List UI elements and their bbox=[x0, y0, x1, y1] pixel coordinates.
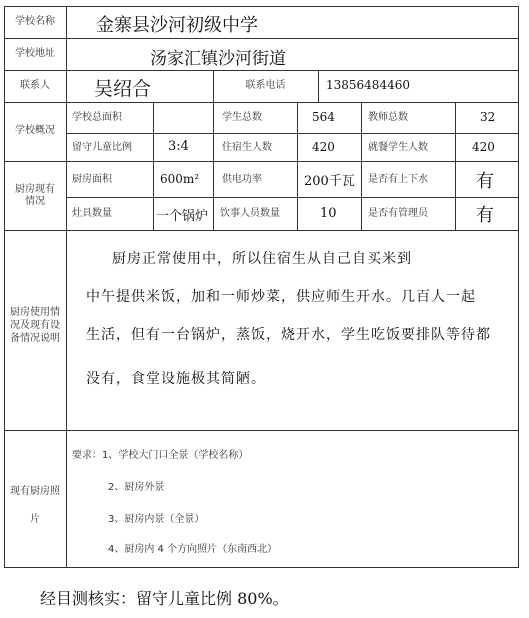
col-line bbox=[318, 70, 319, 102]
meal-students-label: 就餐学生人数 bbox=[368, 142, 428, 153]
col-line bbox=[213, 70, 214, 230]
water-label: 是否有上下水 bbox=[368, 174, 428, 185]
col-line bbox=[361, 102, 362, 230]
kitchen-label: 厨房现有情况 bbox=[15, 184, 55, 207]
usage-line-4: 没有，食堂设施极其简陋。 bbox=[86, 371, 266, 387]
teachers-label: 教师总数 bbox=[368, 112, 408, 123]
col-line bbox=[153, 102, 154, 230]
water-value: 有 bbox=[476, 171, 494, 192]
usage-line-2: 中午提供米饭，加和一师炒菜，供应师生开水。几百人一起 bbox=[86, 289, 476, 305]
photos-label: 现有厨房照片 bbox=[10, 486, 60, 525]
boarders-value: 420 bbox=[312, 140, 335, 154]
school-address-label: 学校地址 bbox=[15, 48, 55, 59]
verification-note: 经目测核实：留守儿童比例 80%。 bbox=[40, 589, 289, 608]
capacity-label: 饮事人员数量 bbox=[220, 208, 280, 219]
power-value: 200千瓦 bbox=[304, 174, 355, 189]
col-line bbox=[297, 102, 298, 230]
photo-requirement-4: 4、厨房内 4 个方向照片（东南西北） bbox=[108, 544, 278, 555]
capacity-value: 10 bbox=[320, 206, 337, 221]
school-address-value: 汤家汇镇沙河街道 bbox=[150, 49, 286, 69]
meal-students-value: 420 bbox=[472, 140, 495, 154]
row-line bbox=[4, 102, 519, 103]
students-value: 564 bbox=[312, 110, 335, 124]
row-line bbox=[4, 161, 519, 162]
col-line bbox=[66, 6, 67, 567]
kitchen-area-value: 600m² bbox=[160, 172, 200, 186]
photo-requirement-3: 3、厨房内景（全景） bbox=[108, 514, 205, 525]
equipment-value: 一个锅炉 bbox=[156, 209, 209, 224]
row-line bbox=[4, 6, 519, 7]
school-name-value: 金寨县沙河初级中学 bbox=[96, 15, 258, 36]
photo-requirement-1: 要求：1、学校大门口全景（学校名称） bbox=[72, 450, 249, 461]
photo-requirement-2: 2、厨房外景 bbox=[108, 482, 165, 493]
col-line bbox=[518, 6, 519, 567]
phone-value: 13856484460 bbox=[326, 78, 410, 92]
row-line bbox=[4, 70, 519, 71]
usage-line-1: 厨房正常使用中，所以住宿生从自己自买米到 bbox=[112, 251, 412, 267]
contact-name: 吴绍合 bbox=[94, 78, 152, 100]
area-total-label: 学校总面积 bbox=[72, 112, 122, 123]
manager-label: 是否有管理员 bbox=[368, 208, 428, 219]
left-behind-value: 3:4 bbox=[168, 139, 189, 154]
contact-label: 联系人 bbox=[20, 80, 50, 91]
usage-line-3: 生活，但有一台锅炉，蒸饭，烧开水，学生吃饭要排队等待都 bbox=[86, 327, 491, 343]
power-label: 供电功率 bbox=[222, 174, 262, 185]
manager-value: 有 bbox=[476, 205, 494, 226]
school-name-label: 学校名称 bbox=[15, 16, 55, 27]
overview-label: 学校概况 bbox=[15, 125, 55, 136]
kitchen-area-label: 厨房面积 bbox=[72, 174, 112, 185]
equipment-label: 灶具数量 bbox=[72, 208, 112, 219]
row-line bbox=[4, 230, 519, 231]
row-line bbox=[4, 567, 519, 568]
left-behind-label: 留守儿童比例 bbox=[72, 142, 132, 153]
row-line bbox=[66, 133, 519, 134]
teachers-value: 32 bbox=[480, 110, 496, 124]
students-label: 学生总数 bbox=[222, 112, 262, 123]
usage-label: 厨房使用情况及现有设备情况说明 bbox=[10, 307, 60, 344]
col-line bbox=[455, 102, 456, 230]
phone-label: 联系电话 bbox=[245, 80, 286, 91]
row-line bbox=[4, 430, 519, 431]
boarders-label: 住宿生人数 bbox=[222, 142, 272, 153]
row-line bbox=[4, 38, 519, 39]
row-line bbox=[66, 197, 519, 198]
